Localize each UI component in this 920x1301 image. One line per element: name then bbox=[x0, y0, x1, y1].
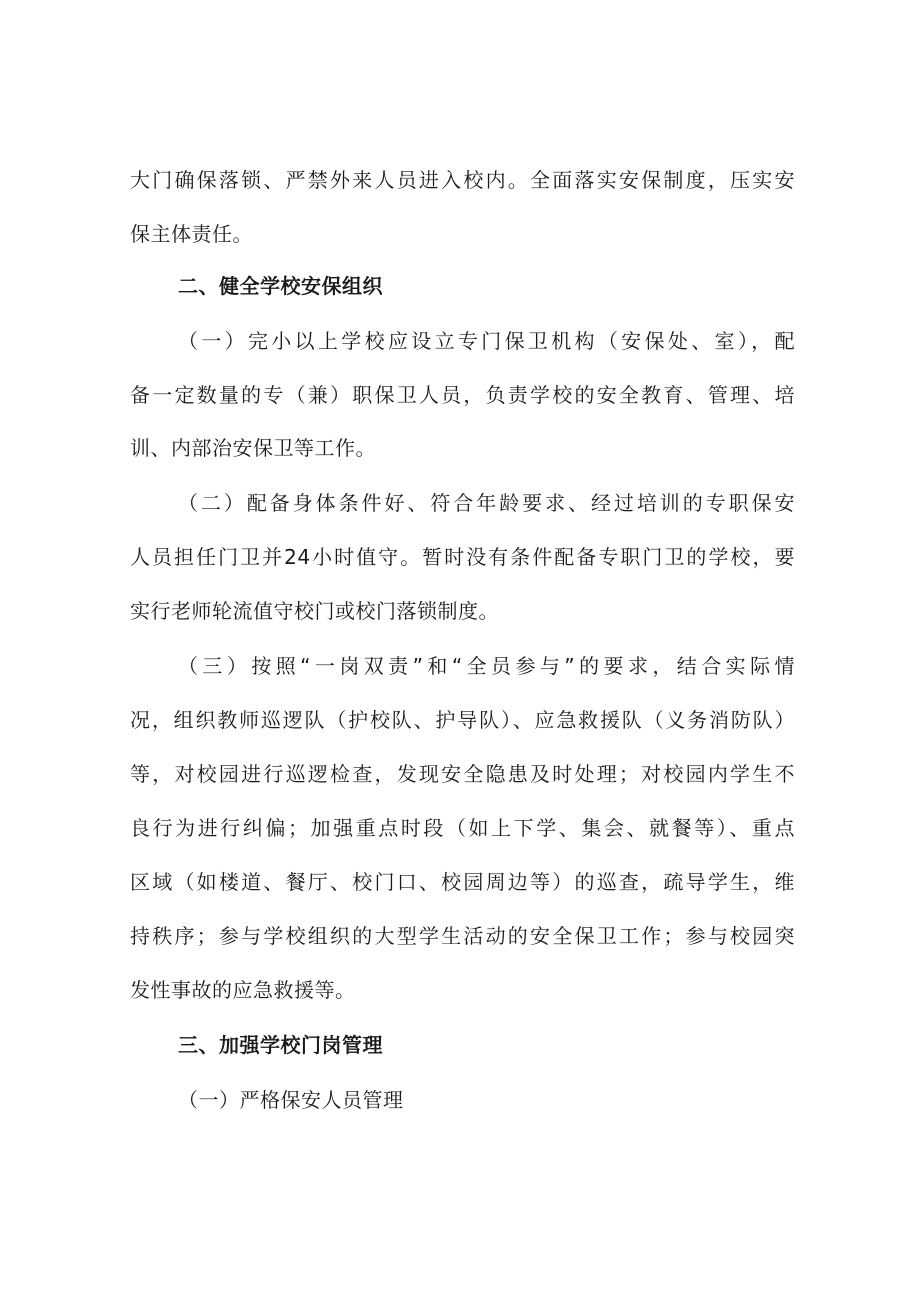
paragraph-line: （二）配备身体条件好、符合年龄要求、经过培训的专职保安 bbox=[178, 491, 795, 515]
section-heading: 二、健全学校安保组织 bbox=[178, 274, 383, 298]
paragraph-line: 发性事故的应急救援等。 bbox=[130, 978, 356, 1002]
paragraph-line: 备一定数量的专（兼）职保卫人员，负责学校的安全教育、管理、培 bbox=[130, 383, 795, 407]
paragraph-line: 良行为进行纠偏；加强重点时段（如上下学、集会、就餐等）、重点 bbox=[130, 816, 795, 840]
paragraph-line: 实行老师轮流值守校门或校门落锁制度。 bbox=[130, 599, 499, 623]
paragraph-line: 训、内部治安保卫等工作。 bbox=[130, 436, 376, 460]
paragraph-line: 区域（如楼道、餐厅、校门口、校园周边等）的巡查，疏导学生，维 bbox=[130, 870, 795, 894]
paragraph-line: 大门确保落锁、严禁外来人员进入校内。全面落实安保制度，压实安 bbox=[130, 168, 795, 192]
paragraph-line: 等，对校园进行巡逻检查，发现安全隐患及时处理；对校园内学生不 bbox=[130, 762, 795, 786]
section-heading: 三、加强学校门岗管理 bbox=[178, 1033, 383, 1057]
paragraph-line: 人员担任门卫并24小时值守。暂时没有条件配备专职门卫的学校，要 bbox=[130, 545, 795, 569]
paragraph-line: 持秩序；参与学校组织的大型学生活动的安全保卫工作；参与校园突 bbox=[130, 924, 795, 948]
paragraph-line: 保主体责任。 bbox=[130, 222, 253, 246]
paragraph-line: （三）按照“一岗双责”和“全员参与”的要求，结合实际情 bbox=[178, 654, 795, 678]
paragraph-line: 况，组织教师巡逻队（护校队、护导队）、应急救援队（义务消防队） bbox=[130, 708, 795, 732]
paragraph-line: （一）完小以上学校应设立专门保卫机构（安保处、室），配 bbox=[178, 329, 795, 353]
subsection-heading: （一）严格保安人员管理 bbox=[178, 1088, 404, 1112]
